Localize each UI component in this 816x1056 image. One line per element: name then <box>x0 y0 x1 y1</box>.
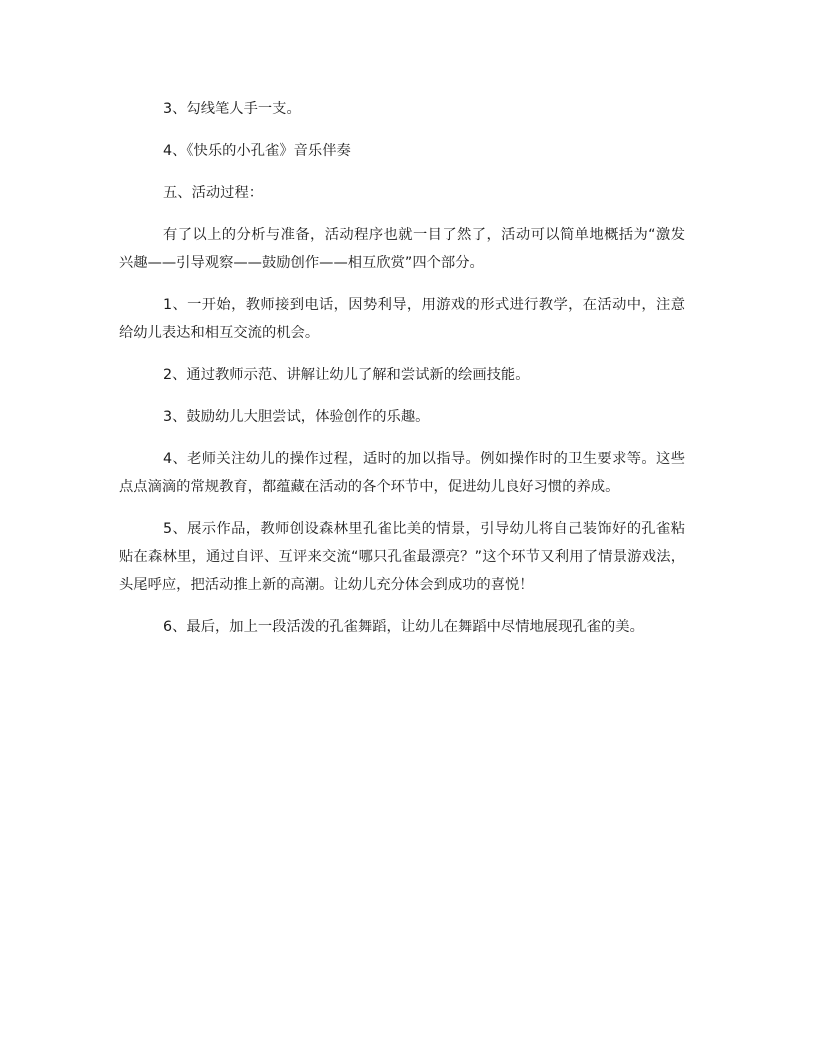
paragraph-step-4: 4、老师关注幼儿的操作过程，适时的加以指导。例如操作时的卫生要求等。这些点点滴滴的常规教育，都蕴藏在活动的各个环节中，促进幼儿良好习惯的养成。 <box>119 451 685 495</box>
paragraph-step-6: 6、最后，加上一段活泼的孔雀舞蹈，让幼儿在舞蹈中尽情地展现孔雀的美。 <box>163 619 644 635</box>
paragraph-step-5: 5、展示作品，教师创设森林里孔雀比美的情景，引导幼儿将自己装饰好的孔雀粘贴在森林里，通过自评、互评来交流“哪只孔雀最漂亮？”这个环节又利用了情景游戏法，头尾呼应，把活动推上新的高潮。让幼儿充分体会到成功的喜悦！ <box>119 521 685 593</box>
paragraph-materials-4: 4、《快乐的小孔雀》音乐伴奏 <box>163 143 351 159</box>
paragraph-process-overview: 有了以上的分析与准备，活动程序也就一目了然了，活动可以简单地概括为“激发兴趣——引导观察——鼓励创作——相互欣赏”四个部分。 <box>119 227 685 271</box>
section-heading-activity-process: 五、活动过程： <box>163 185 264 201</box>
paragraph-step-2: 2、通过教师示范、讲解让幼儿了解和尝试新的绘画技能。 <box>163 367 530 383</box>
document-body <box>119 95 685 655</box>
paragraph-step-1: 1、一开始，教师接到电话，因势利导，用游戏的形式进行教学，在活动中，注意给幼儿表达和相互交流的机会。 <box>119 297 685 341</box>
paragraph-step-3: 3、鼓励幼儿大胆尝试，体验创作的乐趣。 <box>163 409 430 425</box>
paragraph-materials-3: 3、勾线笔人手一支。 <box>163 101 301 117</box>
